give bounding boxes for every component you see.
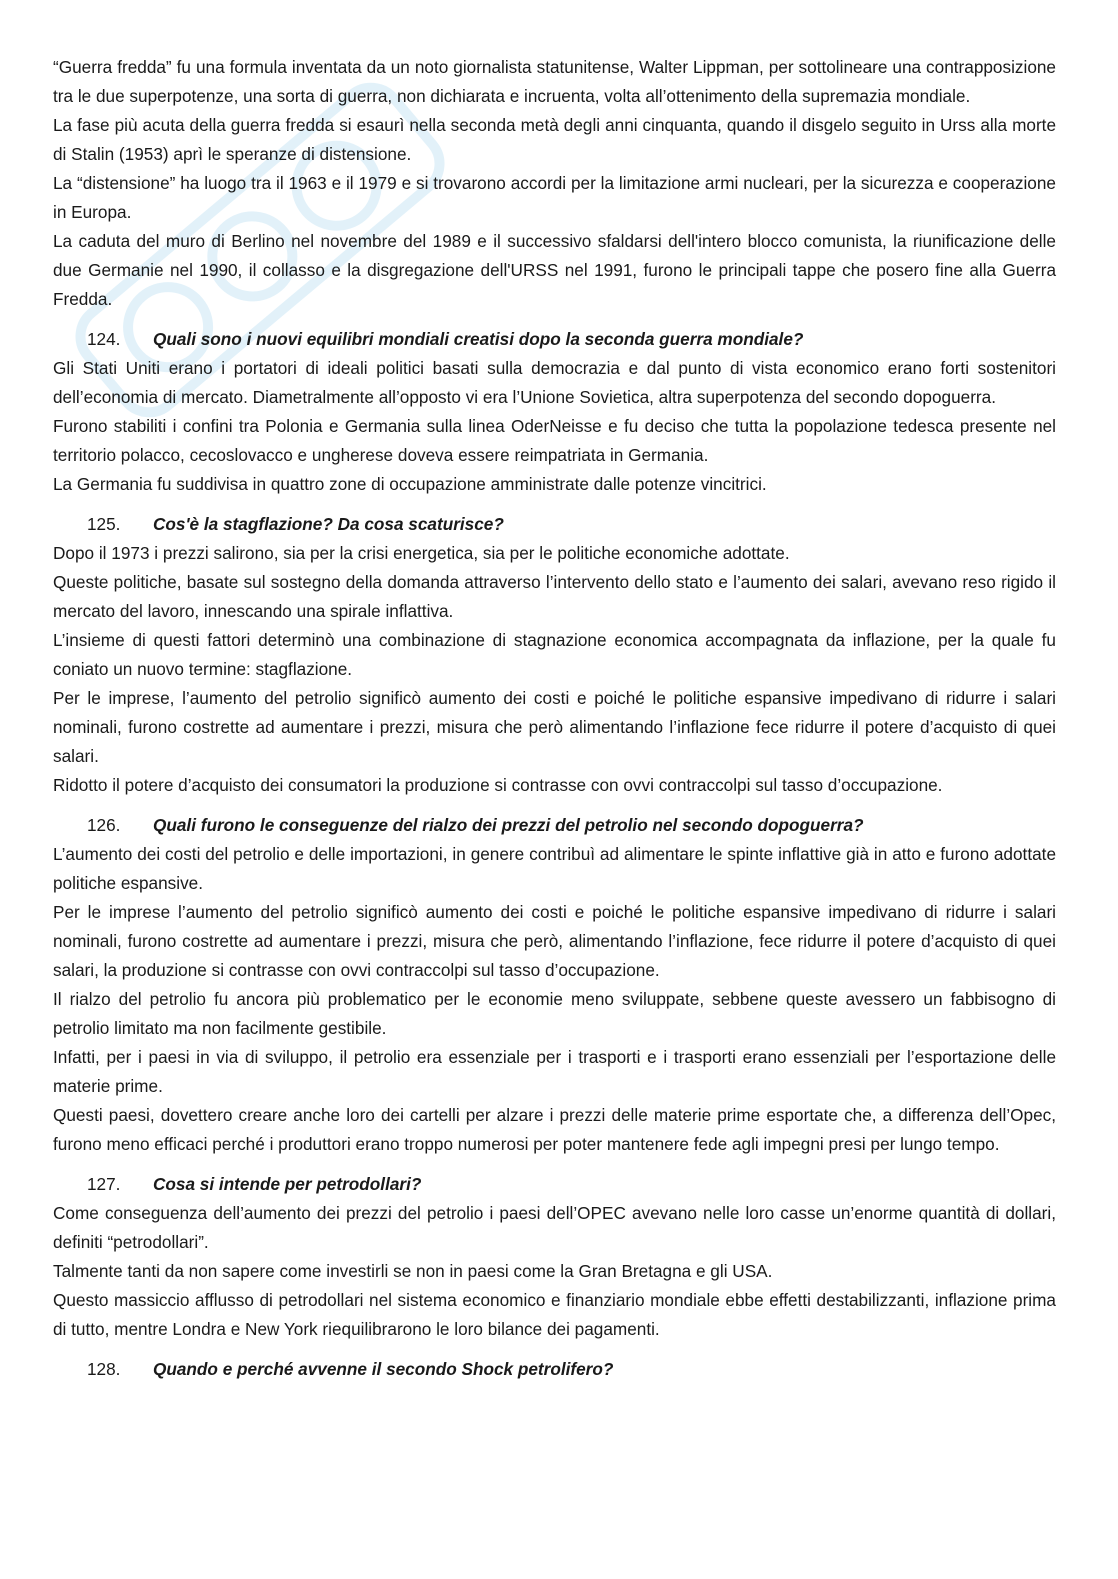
- question-heading: [53, 325, 1056, 354]
- question-title: Cosa si intende per petrodollari?: [153, 1174, 422, 1194]
- question-heading: [53, 1170, 1056, 1199]
- answer-paragraph: Talmente tanti da non sapere come investirli se non in paesi come la Gran Bretagna e gli USA.: [53, 1261, 773, 1281]
- answer-paragraph: Gli Stati Uniti erano i portatori di ideali politici basati sulla democrazia e dal punto di vista economico erano forti sostenitori dell’economia di mercato. Diametralmente all’opposto vi era l’Unione Sovietica, altra superpotenza del secondo dopoguerra.: [53, 358, 1056, 407]
- question-title: Cos'è la stagflazione? Da cosa scaturisce?: [153, 514, 504, 534]
- answer-paragraph: Per le imprese l’aumento del petrolio significò aumento dei costi e poiché le politiche espansive impedivano di ridurre i salari nominali, furono costrette ad aumentare i prezzi, misura che però, alimentando l’inflazione, fece ridurre il potere d’acquisto di quei salari, la produzione si contrasse con ovvi contraccolpi sul tasso d’occupazione.: [53, 902, 1056, 980]
- answer-paragraph: La Germania fu suddivisa in quattro zone di occupazione amministrate dalle potenze vincitrici.: [53, 474, 767, 494]
- questions-list: [53, 325, 1056, 1384]
- question-heading: [53, 510, 1056, 539]
- answer-paragraph: L’aumento dei costi del petrolio e delle importazioni, in genere contribuì ad alimentare le spinte inflattive già in atto e furono adottate politiche espansive.: [53, 844, 1056, 893]
- question-section: [53, 811, 1056, 1159]
- question-title: Quali sono i nuovi equilibri mondiali creatisi dopo la seconda guerra mondiale?: [153, 329, 804, 349]
- question-section: [53, 1170, 1056, 1344]
- intro-paragraph: La fase più acuta della guerra fredda si esaurì nella seconda metà degli anni cinquanta, quando il disgelo seguito in Urss alla morte di Stalin (1953) aprì le speranze di distensione.: [53, 115, 1056, 164]
- answer-paragraph: Queste politiche, basate sul sostegno della domanda attraverso l’intervento dello stato e l’aumento dei salari, avevano reso rigido il mercato del lavoro, innescando una spirale inflattiva.: [53, 572, 1056, 621]
- question-title: Quando e perché avvenne il secondo Shock petrolifero?: [153, 1359, 614, 1379]
- question-heading: [53, 811, 1056, 840]
- intro-paragraph: La caduta del muro di Berlino nel novembre del 1989 e il successivo sfaldarsi dell'intero blocco comunista, la riunificazione delle due Germanie nel 1990, il collasso e la disgregazione dell'URSS nel 1991, furono le principali tappe che posero fine alla Guerra Fredda.: [53, 231, 1056, 309]
- document-page: [53, 53, 1056, 1384]
- intro-section: [53, 53, 1056, 314]
- answer-paragraph: Come conseguenza dell’aumento dei prezzi del petrolio i paesi dell’OPEC avevano nelle loro casse un’enorme quantità di dollari, definiti “petrodollari”.: [53, 1203, 1056, 1252]
- answer-paragraph: Per le imprese, l’aumento del petrolio significò aumento dei costi e poiché le politiche espansive impedivano di ridurre i salari nominali, furono costrette ad aumentare i prezzi, misura che però alimentando l’inflazione fece ridurre il potere d’acquisto di quei salari.: [53, 688, 1056, 766]
- question-number: 127.: [87, 1174, 121, 1194]
- answer-paragraph: L’insieme di questi fattori determinò una combinazione di stagnazione economica accompagnata da inflazione, per la quale fu coniato un nuovo termine: stagflazione.: [53, 630, 1056, 679]
- answer-paragraph: Ridotto il potere d’acquisto dei consumatori la produzione si contrasse con ovvi contraccolpi sul tasso d’occupazione.: [53, 775, 943, 795]
- question-number: 126.: [87, 815, 121, 835]
- answer-paragraph: Questo massiccio afflusso di petrodollari nel sistema economico e finanziario mondiale ebbe effetti destabilizzanti, inflazione prima di tutto, mentre Londra e New York riequilibrarono le loro bilance dei pagamenti.: [53, 1290, 1056, 1339]
- question-heading: [53, 1355, 1056, 1384]
- question-number: 128.: [87, 1359, 121, 1379]
- question-number: 124.: [87, 329, 121, 349]
- question-number: 125.: [87, 514, 121, 534]
- answer-paragraph: Furono stabiliti i confini tra Polonia e Germania sulla linea OderNeisse e fu deciso che tutta la popolazione tedesca presente nel territorio polacco, cecoslovacco e ungherese doveva essere reimpatriata in Germania.: [53, 416, 1056, 465]
- answer-paragraph: Questi paesi, dovettero creare anche loro dei cartelli per alzare i prezzi delle materie prime esportate che, a differenza dell’Opec, furono meno efficaci perché i produttori erano troppo numerosi per poter mantenere fede agli impegni presi per lungo tempo.: [53, 1105, 1056, 1154]
- question-title: Quali furono le conseguenze del rialzo dei prezzi del petrolio nel secondo dopoguerra?: [153, 815, 864, 835]
- intro-paragraph: La “distensione” ha luogo tra il 1963 e il 1979 e si trovarono accordi per la limitazione armi nucleari, per la sicurezza e cooperazione in Europa.: [53, 173, 1056, 222]
- answer-paragraph: Infatti, per i paesi in via di sviluppo, il petrolio era essenziale per i trasporti e i trasporti erano essenziali per l’esportazione delle materie prime.: [53, 1047, 1056, 1096]
- question-section: [53, 325, 1056, 499]
- intro-paragraph: “Guerra fredda” fu una formula inventata da un noto giornalista statunitense, Walter Lippman, per sottolineare una contrapposizione tra le due superpotenze, una sorta di guerra, non dichiarata e incruenta, volta all’ottenimento della supremazia mondiale.: [53, 57, 1056, 106]
- question-section: [53, 510, 1056, 800]
- answer-paragraph: Dopo il 1973 i prezzi salirono, sia per la crisi energetica, sia per le politiche economiche adottate.: [53, 543, 790, 563]
- answer-paragraph: Il rialzo del petrolio fu ancora più problematico per le economie meno sviluppate, sebbene queste avessero un fabbisogno di petrolio limitato ma non facilmente gestibile.: [53, 989, 1056, 1038]
- question-section: [53, 1355, 1056, 1384]
